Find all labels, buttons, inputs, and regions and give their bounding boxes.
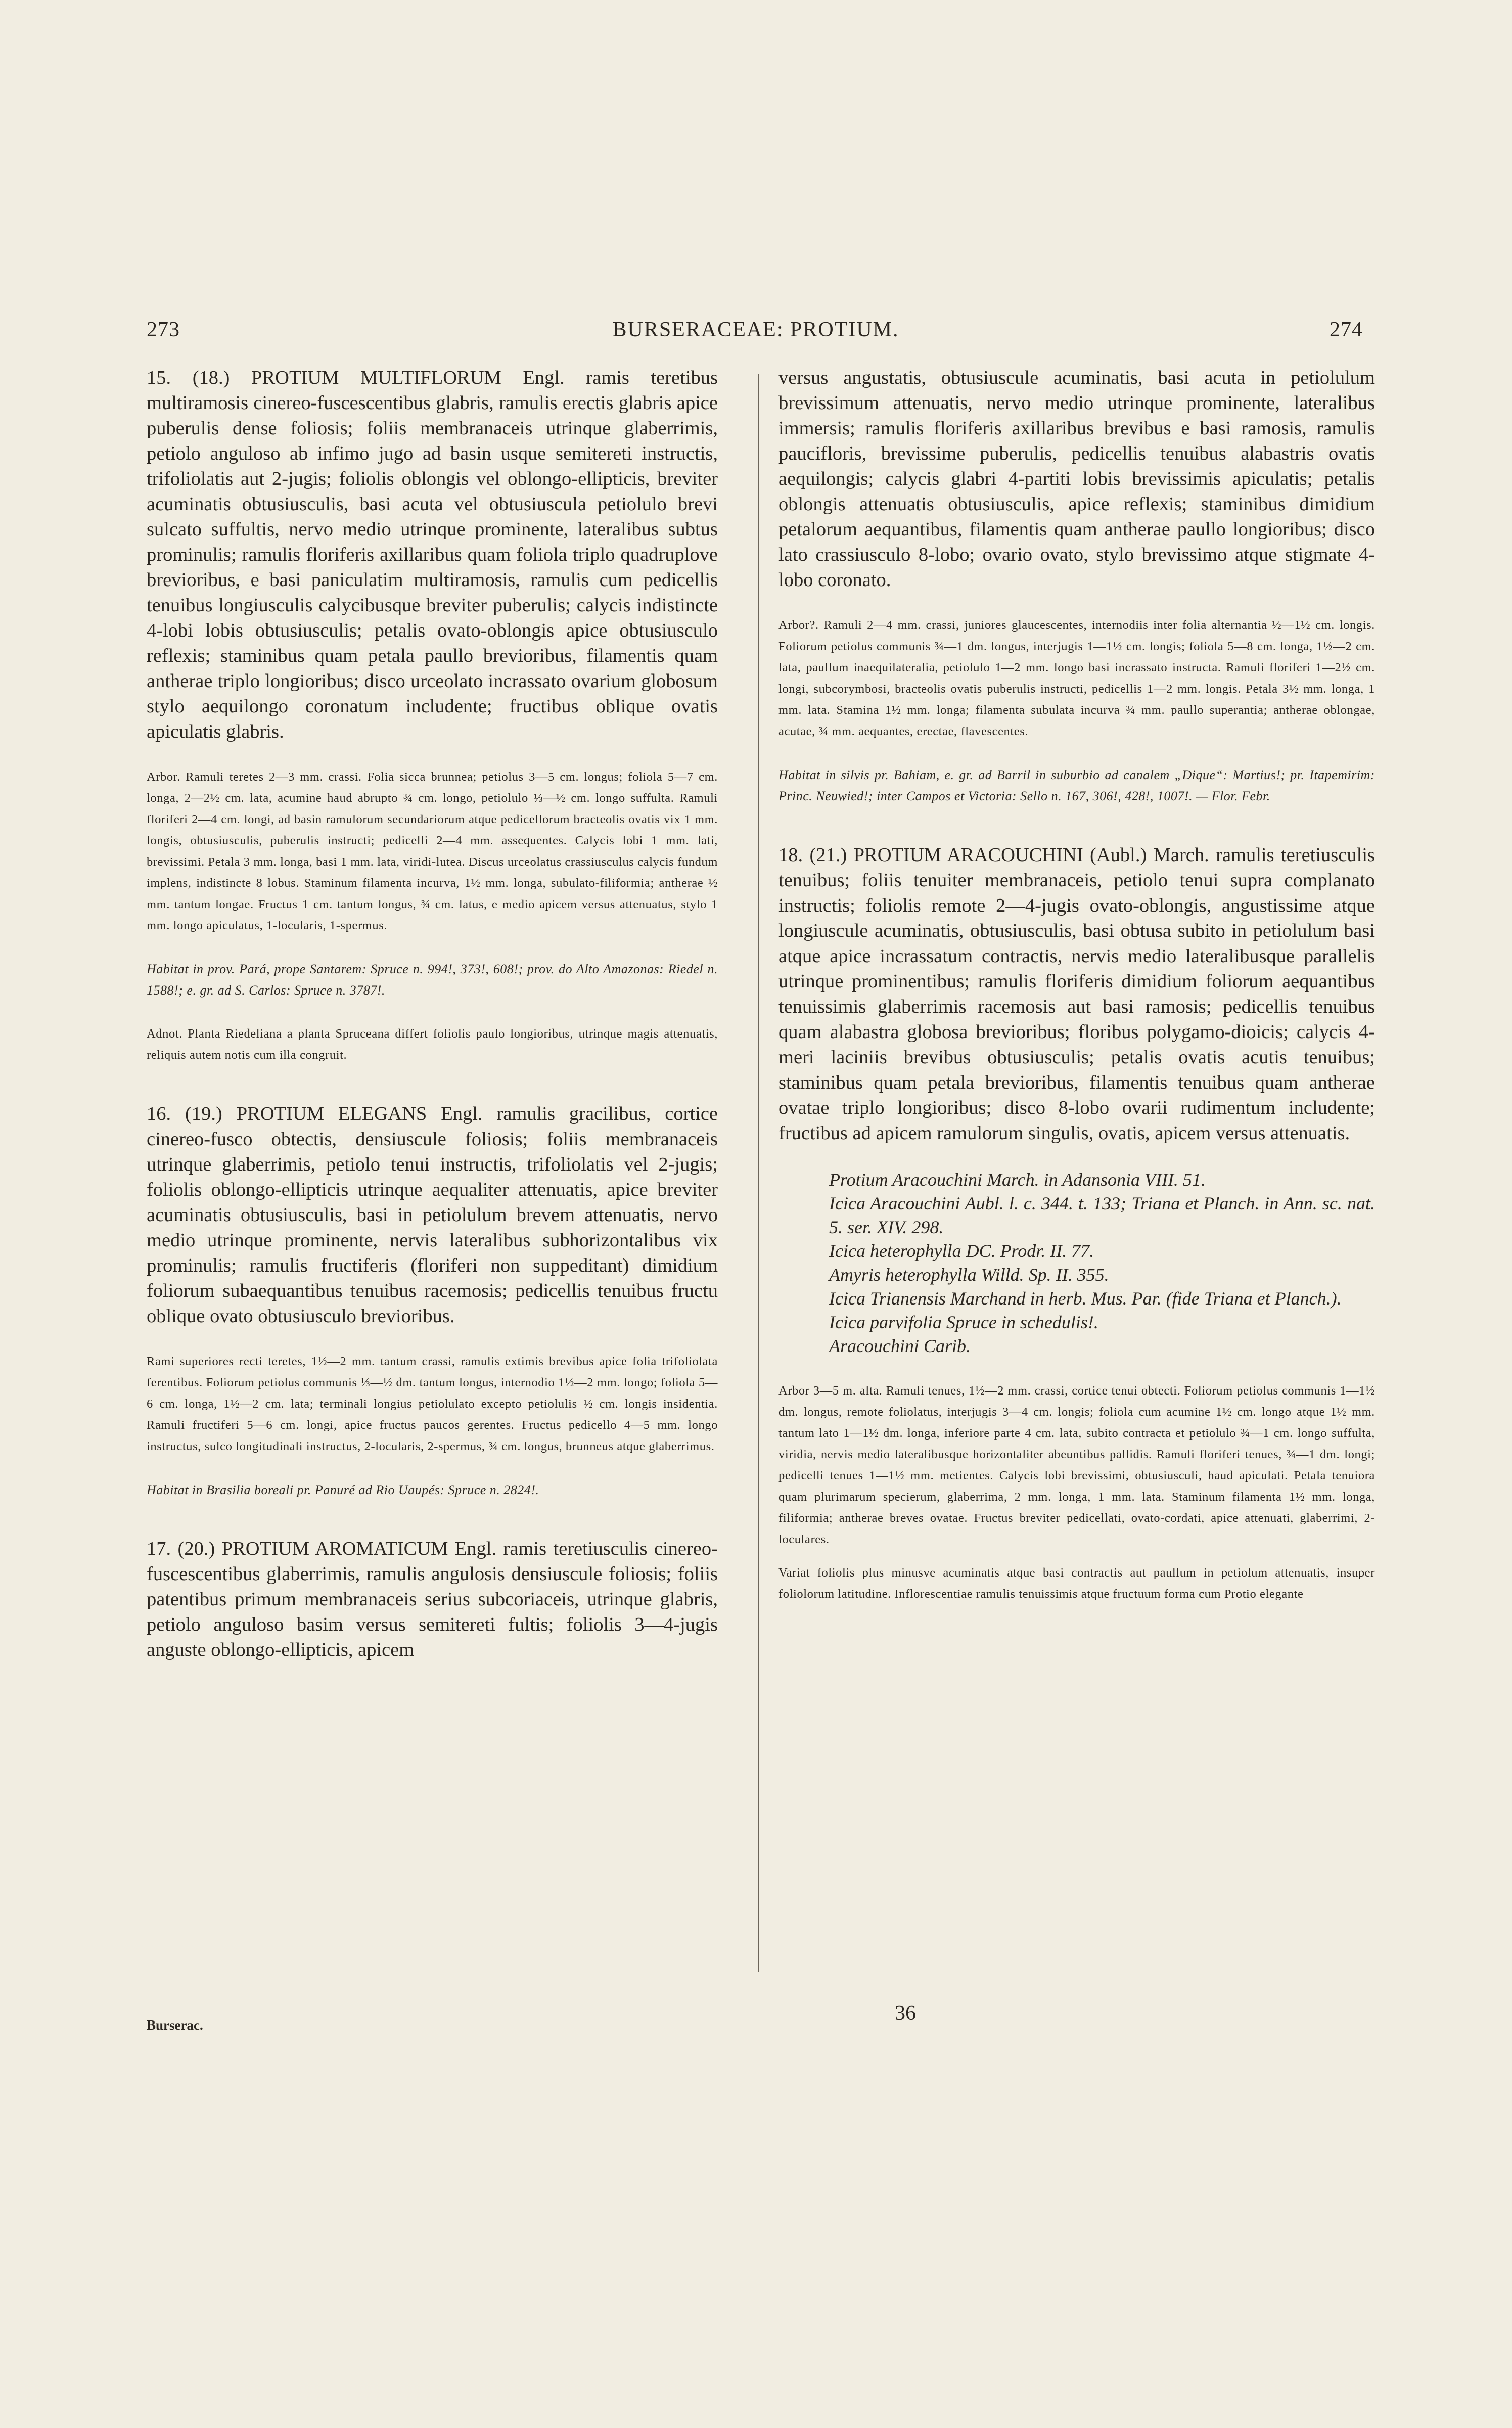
synonym-line: Protium Aracouchini March. in Adansonia VIII. 51.: [829, 1170, 1206, 1190]
synonym-line: Icica parvifolia Spruce in schedulis!.: [829, 1312, 1098, 1332]
species-17-diagnosis: 17. (20.) PROTIUM AROMATICUM Engl. ramis teretiusculis cinereo-fuscescentibus glaberrimis, ramulis angulosis densiuscule foliosis; foliis patentibus primum membranaceis serius subcoriaceis, utrinque glabris, petiolo anguloso basim versus semitereti fultis; foliolis 3—4-jugis anguste oblongo-ellipticis, apicem: [147, 1538, 718, 1660]
column-divider: [758, 374, 759, 1972]
page-number-left: 273: [147, 318, 180, 341]
synonym-line: Icica Trianensis Marchand in herb. Mus. Par. (fide Triana et Planch.).: [829, 1288, 1342, 1309]
species-15-diagnosis: 15. (18.) PROTIUM MULTIFLORUM Engl. ramis teretibus multiramosis cinereo-fuscescentibus glabris, ramulis erectis glabris apice puberulis dense foliosis; foliis membranaceis utrinque glaberrimis, petiolo anguloso ab infimo jugo ad basin usque semitereti instructis, trifoliolatis aut 2-jugis; foliolis oblongis vel oblongo-ellipticis, breviter acuminatis obtusiusculis, basi acuta vel obtusiuscula petiolulo brevi sulcato suffultis, nervo medio utrinque prominente, lateralibus subtus prominulis; ramulis floriferis axillaribus quam foliola triplo quadruplove brevioribus, e basi paniculatim multiramosis, ramulis cum pedicellis tenuibus longiusculis calycibusque breviter puberulis; calycis indistincte 4-lobi lobis obtusiusculis; petalis ovato-oblongis apice obtusiusculo reflexis; staminibus quam petala paullo brevioribus, filamentis quam antherae triplo longioribus; disco urceolato incrassato ovarium globosum stylo aequilongo coronatum includente; fructibus oblique ovatis apiculatis glabris.: [147, 367, 718, 742]
synonym-line: Icica heterophylla DC. Prodr. II. 77.: [829, 1241, 1094, 1261]
species-17-habitat: Habitat in silvis pr. Bahiam, e. gr. ad Barril in suburbio ad canalem „Dique“: Martius!; pr. Itapemirim: Princ. Neuwied!; inter Campos et Victoria: Sello n. 167, 306!, 428!, 1007!. — Flor. Febr.: [778, 768, 1375, 803]
species-15-description: Arbor. Ramuli teretes 2—3 mm. crassi. Folia sicca brunnea; petiolus 3—5 cm. longus; foliola 5—7 cm. longa, 2—2½ cm. lata, acumine haud abrupto ¾ cm. longo, petiolulo ⅓—½ cm. longo suffulta. Ramuli floriferi 2—4 cm. longi, ad basin ramulorum secundariorum atque pedicellorum bracteolis ovatis vix 1 mm. longis, obtusiusculis, puberulis instructi; pedicelli 2—4 mm. assequentes. Calycis lobi 1 mm. lati, brevissimi. Petala 3 mm. longa, basi 1 mm. lata, viridi-lutea. Discus urceolatus crassiusculus calycis fundum implens, indistincte 8 lobus. Staminum filamenta incurva, 1½ mm. longa, subulato-filiformia; antherae ½ mm. tantum longae. Fructus 1 cm. tantum longus, ¾ cm. latus, e medio apicem versus attenuatus, stylo 1 mm. longo apiculatus, 1-locularis, 1-spermus.: [147, 770, 718, 932]
species-16-diagnosis: 16. (19.) PROTIUM ELEGANS Engl. ramulis gracilibus, cortice cinereo-fusco obtectis, densiuscule foliosis; foliis membranaceis utrinque glaberrimis, petiolo tenui instructis, trifoliolatis vel 2-jugis; foliolis oblongo-ellipticis utrinque aequaliter attenuatis, apice breviter acuminatis obtusiusculis, basi in petiolulum brevem attenuatis, nervo medio utrinque prominente, nervis lateralibus subhorizontalibus vix prominulis; ramulis fructiferis (floriferi non suppeditant) dimidium foliorum subaequantibus tenuibus racemosis; pedicellis tenuibus fructu oblique ovato obtusiusculo brevioribus.: [147, 1103, 718, 1327]
synonym-line: Amyris heterophylla Willd. Sp. II. 355.: [829, 1265, 1109, 1285]
species-18-diagnosis: 18. (21.) PROTIUM ARACOUCHINI (Aubl.) March. ramulis teretiusculis tenuibus; foliis tenuiter membranaceis, petiolo tenui supra complanato instructis; foliolis remote 2—4-jugis ovato-oblongis, angustissime atque longiuscule acuminatis, obtusiusculis, basi obtusa subito in petiolulum basi atque apice incrassatum contractis, nervis medio lateralibusque parallelis utrinque prominentibus; ramulis floriferis dimidium foliorum aequantibus tenuissimis glaberrimis racemosis aut basi ramosis; pedicellis tenuibus quam alabastra globosa brevioribus; floribus polygamo-dioicis; calycis 4-meri laciniis brevibus obtusiusculis; petalis ovatis acutis tenuibus; staminibus quam petala brevioribus, filamentis tenuibus quam antherae ovatae triplo longioribus; disco 8-lobo ovarii rudimentum includente; fructibus ad apicem ramulorum singulis, ovatis, apicem versus attenuatis.: [778, 844, 1375, 1144]
page-number-right: 274: [1330, 318, 1363, 341]
species-18-variatio: Variat foliolis plus minusve acuminatis atque basi contractis aut paullum in petiolum attenuatis, insuper foliolorum latitudine. Inflorescentiae ramulis tenuissimis atque fructuum forma cum Protio elegante: [778, 1566, 1375, 1601]
running-title: BURSERACEAE: PROTIUM.: [612, 318, 899, 341]
species-16-habitat: Habitat in Brasilia boreali pr. Panuré ad Rio Uaupés: Spruce n. 2824!.: [147, 1482, 539, 1497]
right-column: [778, 365, 1375, 1605]
synonym-line: Aracouchini Carib.: [829, 1336, 971, 1356]
left-column: [147, 365, 718, 1662]
synonym-line: Icica Aracouchini Aubl. l. c. 344. t. 133; Triana et Planch. in Ann. sc. nat. 5. ser. XIV. 298.: [829, 1193, 1375, 1237]
species-16-description: Rami superiores recti teretes, 1½—2 mm. tantum crassi, ramulis extimis brevibus apice folia trifoliolata ferentibus. Foliorum petiolus communis ⅓—½ dm. tantum longus, internodio 1½—2 mm. longo; foliola 5—6 cm. longa, 1½—2 cm. lata; terminali longius petiolulato excepto petiolulis ½ cm. longis insidentia. Ramuli fructiferi 5—6 cm. longi, apice fructus paucos gerentes. Fructus pedicello 4—5 mm. longo instructus, sulco longitudinali instructus, 2-locularis, 2-spermus, ¾ cm. longus, brunneus atque glaberrimus.: [147, 1355, 718, 1453]
species-18-description: Arbor 3—5 m. alta. Ramuli tenues, 1½—2 mm. crassi, cortice tenui obtecti. Foliorum petiolus communis 1—1½ dm. longus, remote foliolatus, interjugis 3—4 cm. longis; foliola cum acumine 1½ cm. longo atque 1½ mm. tantum lato 1—1½ dm. longa, inferiore parte 4 cm. lata, subito contracta et petiolulo ¾—1 cm. longo suffulta, viridia, nervis medio lateralibusque horizontaliter abeuntibus pallidis. Ramuli floriferi tenues, ¾—1 dm. longi; pedicelli tenues 1—1½ mm. metientes. Calycis lobi brevissimi, obtusiusculi, haud apiculati. Petala tenuiora quam plurimarum specierum, glaberrima, 2 mm. longa, 1 mm. lata. Staminum filamenta 1½ mm. longa, filiformia; antherae breves ovatae. Fructus breviter pedicellati, ovato-cordati, apice attenuati, glaberrimi, 2-loculares.: [778, 1384, 1375, 1546]
signature-mark: Burserac.: [147, 2017, 203, 2033]
species-15-habitat: Habitat in prov. Pará, prope Santarem: Spruce n. 994!, 373!, 608!; prov. do Alto Amazonas: Riedel n. 1588!; e. gr. ad S. Carlos: Spruce n. 3787!.: [147, 962, 718, 998]
species-17-description: Arbor?. Ramuli 2—4 mm. crassi, juniores glaucescentes, internodiis inter folia alternantia ½—1½ cm. longis. Foliorum petiolus communis ¾—1 dm. longus, interjugis 1—1½ cm. longis; foliola 5—8 cm. longa, 1½—2 cm. lata, paullum inaequilateralia, petiolulo 1—2 mm. longo basi incrassato instructa. Ramuli floriferi 1—2½ cm. longi, subcorymbosi, bracteolis ovatis puberulis instructi, pedicellis 1—2 mm. longis. Petala 3½ mm. longa, 1 mm. lata. Stamina 1½ mm. longa; filamenta subulata incurva ¾ mm. paullo superantia; antherae oblongae, acutae, ¾ mm. aequantes, erectae, flavescentes.: [778, 618, 1375, 738]
species-18-synonyms: [778, 1168, 1375, 1358]
species-15-adnotatio: Adnot. Planta Riedeliana a planta Spruceana differt foliolis paulo longioribus, utrinque magis attenuatis, reliquis autem notis cum illa congruit.: [147, 1027, 718, 1062]
species-17-diagnosis-cont: versus angustatis, obtusiuscule acuminatis, basi acuta in petiolulum brevissimum attenuatis, nervo medio utrinque prominente, lateralibus immersis; ramulis floriferis axillaribus brevibus e basi ramosis, ramulis paucifloris, brevissime puberulis, pedicellis tenuibus alabastris ovatis aequilongis; calycis glabri 4-partiti lobis brevissimis apiculatis; petalis oblongis attenuatis obtusiusculis, apice reflexis; staminibus dimidium petalorum aequantibus, filamentis quam antherae paullo longioribus; disco lato crassiusculo 8-lobo; ovario ovato, stylo brevissimo atque stigmate 4-lobo coronato.: [778, 367, 1375, 591]
sheet-number: 36: [895, 2002, 916, 2025]
